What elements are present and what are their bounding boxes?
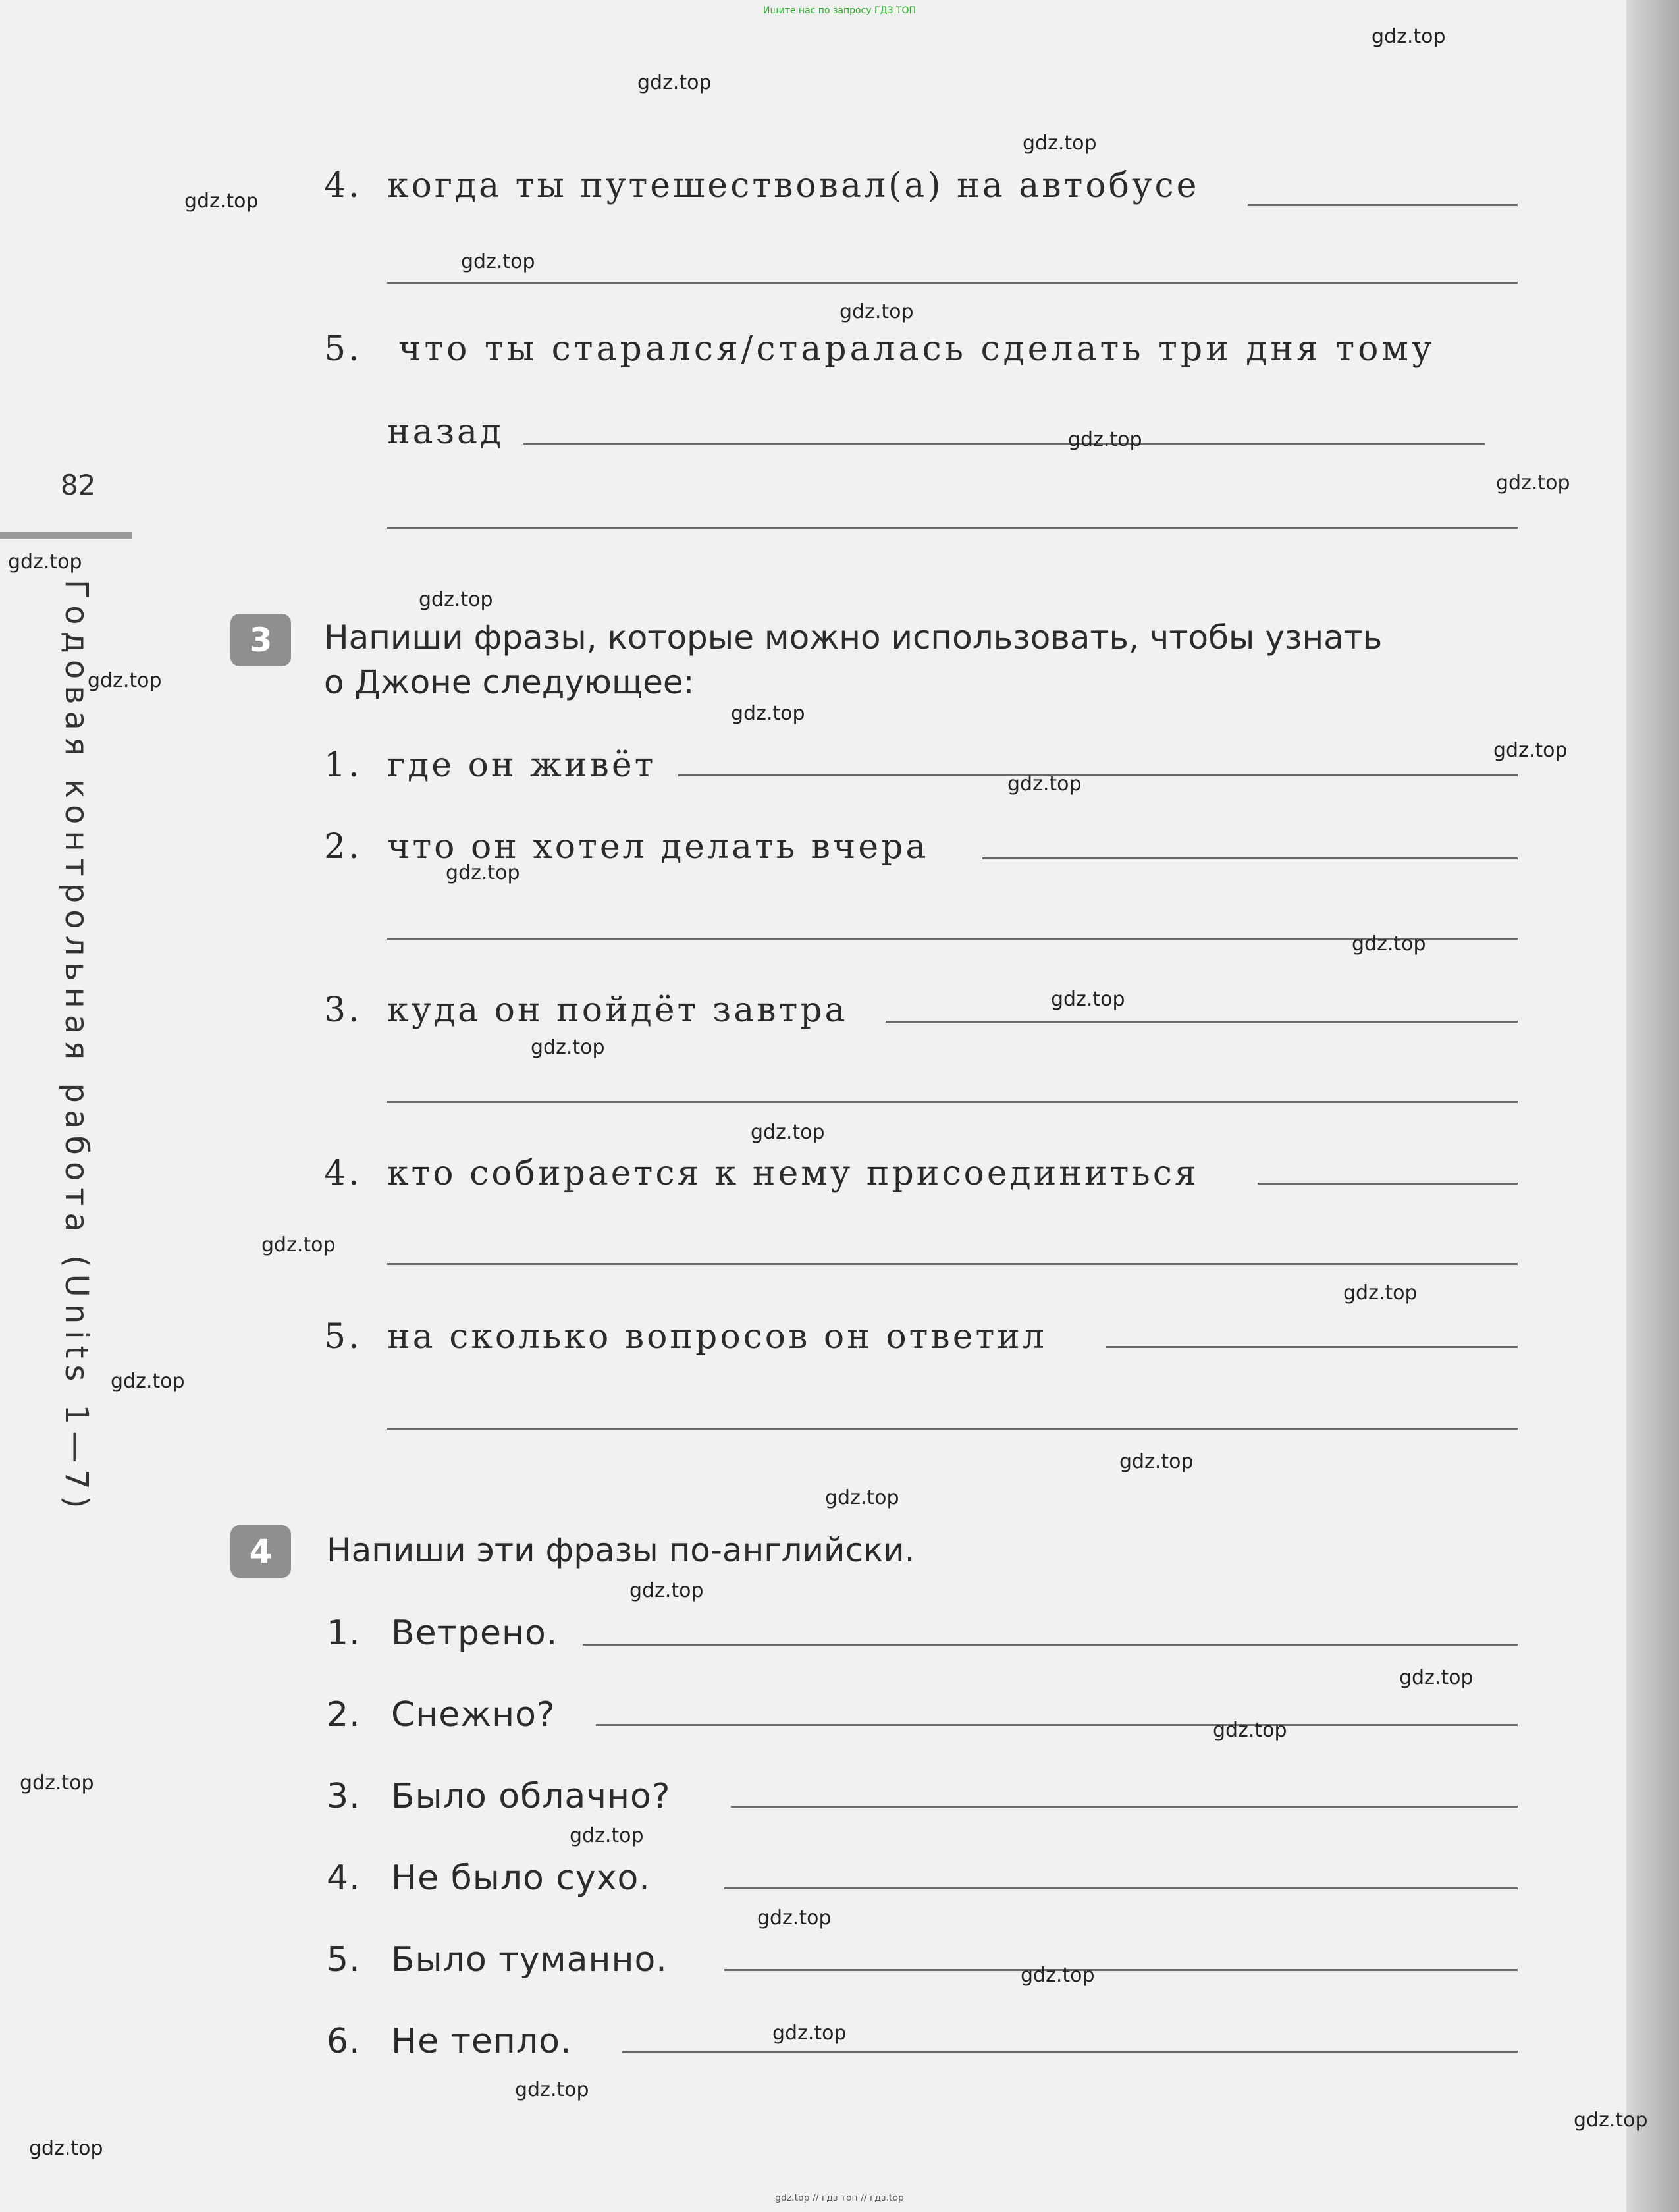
item-number: 2.	[324, 827, 362, 867]
page-edge-shadow	[1626, 0, 1679, 2212]
bottom-banner: gdz.top // гдз топ // гдз.top	[775, 2193, 904, 2203]
answer-line[interactable]	[1258, 1183, 1518, 1185]
watermark: gdz.top	[840, 300, 914, 323]
watermark: gdz.top	[1068, 428, 1142, 451]
answer-line[interactable]	[982, 857, 1518, 859]
page-number: 82	[61, 469, 96, 501]
answer-line[interactable]	[583, 1644, 1518, 1646]
item-text: когда ты путешествовал(а) на автобусе	[387, 166, 1200, 205]
answer-line[interactable]	[1106, 1346, 1518, 1348]
watermark: gdz.top	[1119, 1450, 1194, 1473]
answer-line[interactable]	[523, 443, 1485, 445]
item-number: 5.	[324, 329, 362, 369]
item-text: Снежно?	[391, 1695, 556, 1735]
watermark: gdz.top	[515, 2078, 589, 2101]
watermark: gdz.top	[1352, 932, 1426, 956]
watermark: gdz.top	[531, 1036, 605, 1059]
watermark: gdz.top	[261, 1233, 336, 1256]
item-text: что ты старался/старалась сделать три дня тому	[398, 329, 1435, 369]
watermark: gdz.top	[570, 1824, 644, 1847]
watermark: gdz.top	[637, 71, 712, 94]
answer-line[interactable]	[387, 527, 1518, 529]
watermark: gdz.top	[772, 2022, 847, 2045]
item-number: 6.	[327, 2022, 361, 2061]
task4-heading: Напиши эти фразы по-английски.	[327, 1531, 915, 1569]
watermark: gdz.top	[1399, 1666, 1474, 1689]
watermark: gdz.top	[1023, 132, 1097, 155]
watermark: gdz.top	[1213, 1719, 1287, 1742]
item-number: 4.	[324, 1154, 362, 1193]
watermark: gdz.top	[1496, 472, 1570, 495]
watermark: gdz.top	[20, 1771, 94, 1794]
watermark: gdz.top	[88, 669, 162, 692]
watermark: gdz.top	[629, 1579, 704, 1602]
item-text: Было туманно.	[391, 1940, 668, 1980]
item-text: что он хотел делать вчера	[387, 827, 929, 867]
answer-line[interactable]	[387, 1428, 1518, 1430]
answer-line[interactable]	[387, 1101, 1518, 1103]
answer-line[interactable]	[1248, 204, 1518, 206]
item-number: 5.	[327, 1940, 361, 1980]
watermark: gdz.top	[731, 702, 805, 725]
item-text: на сколько вопросов он ответил	[387, 1317, 1047, 1357]
item-number: 3.	[324, 990, 362, 1030]
answer-line[interactable]	[886, 1021, 1518, 1023]
watermark: gdz.top	[461, 250, 535, 273]
watermark: gdz.top	[1021, 1964, 1095, 1987]
watermark: gdz.top	[1007, 772, 1082, 796]
watermark: gdz.top	[1372, 25, 1446, 48]
item-text: кто собирается к нему присоединиться	[387, 1154, 1199, 1193]
watermark: gdz.top	[1574, 2109, 1648, 2132]
watermark: gdz.top	[111, 1370, 185, 1393]
item-text: Ветрено.	[391, 1613, 558, 1653]
item-number: 2.	[327, 1695, 361, 1735]
watermark: gdz.top	[751, 1121, 825, 1144]
watermark: gdz.top	[29, 2137, 103, 2160]
task3-heading-line2: о Джоне следующее:	[324, 663, 695, 701]
item-number: 3.	[327, 1777, 361, 1816]
answer-line[interactable]	[596, 1724, 1518, 1726]
answer-line[interactable]	[387, 938, 1518, 940]
watermark: gdz.top	[8, 551, 82, 574]
item-number: 1.	[324, 745, 362, 785]
task3-heading-line1: Напиши фразы, которые можно использовать, чтобы узнать	[324, 618, 1383, 657]
item-number: 1.	[327, 1613, 361, 1653]
answer-line[interactable]	[724, 1969, 1518, 1971]
watermark: gdz.top	[757, 1906, 832, 1929]
answer-line[interactable]	[387, 282, 1518, 284]
answer-line[interactable]	[622, 2051, 1518, 2053]
item-text: где он живёт	[387, 745, 656, 785]
answer-line[interactable]	[724, 1887, 1518, 1889]
item-number: 4.	[327, 1858, 361, 1898]
watermark: gdz.top	[1343, 1281, 1418, 1305]
answer-line[interactable]	[678, 774, 1518, 776]
watermark: gdz.top	[1493, 739, 1568, 762]
side-rule	[0, 532, 132, 539]
item-number: 5.	[324, 1317, 362, 1357]
item-text: Не тепло.	[391, 2022, 572, 2061]
task-badge-3: 3	[230, 614, 291, 666]
item-text: Было облачно?	[391, 1777, 671, 1816]
item-text-continuation: назад	[387, 412, 504, 452]
side-title: Годовая контрольная работа (Units 1—7)	[58, 580, 95, 1515]
item-number: 4.	[324, 166, 362, 205]
item-text: Не было сухо.	[391, 1858, 651, 1898]
watermark: gdz.top	[446, 861, 520, 884]
watermark: gdz.top	[1051, 988, 1125, 1011]
watermark: gdz.top	[184, 190, 259, 213]
task-badge-4: 4	[230, 1525, 291, 1578]
answer-line[interactable]	[387, 1263, 1518, 1265]
item-text: куда он пойдёт завтра	[387, 990, 848, 1030]
top-banner: Ищите нас по запросу ГДЗ ТОП	[762, 5, 917, 16]
watermark: gdz.top	[419, 588, 493, 611]
answer-line[interactable]	[731, 1806, 1518, 1808]
watermark: gdz.top	[825, 1486, 899, 1509]
